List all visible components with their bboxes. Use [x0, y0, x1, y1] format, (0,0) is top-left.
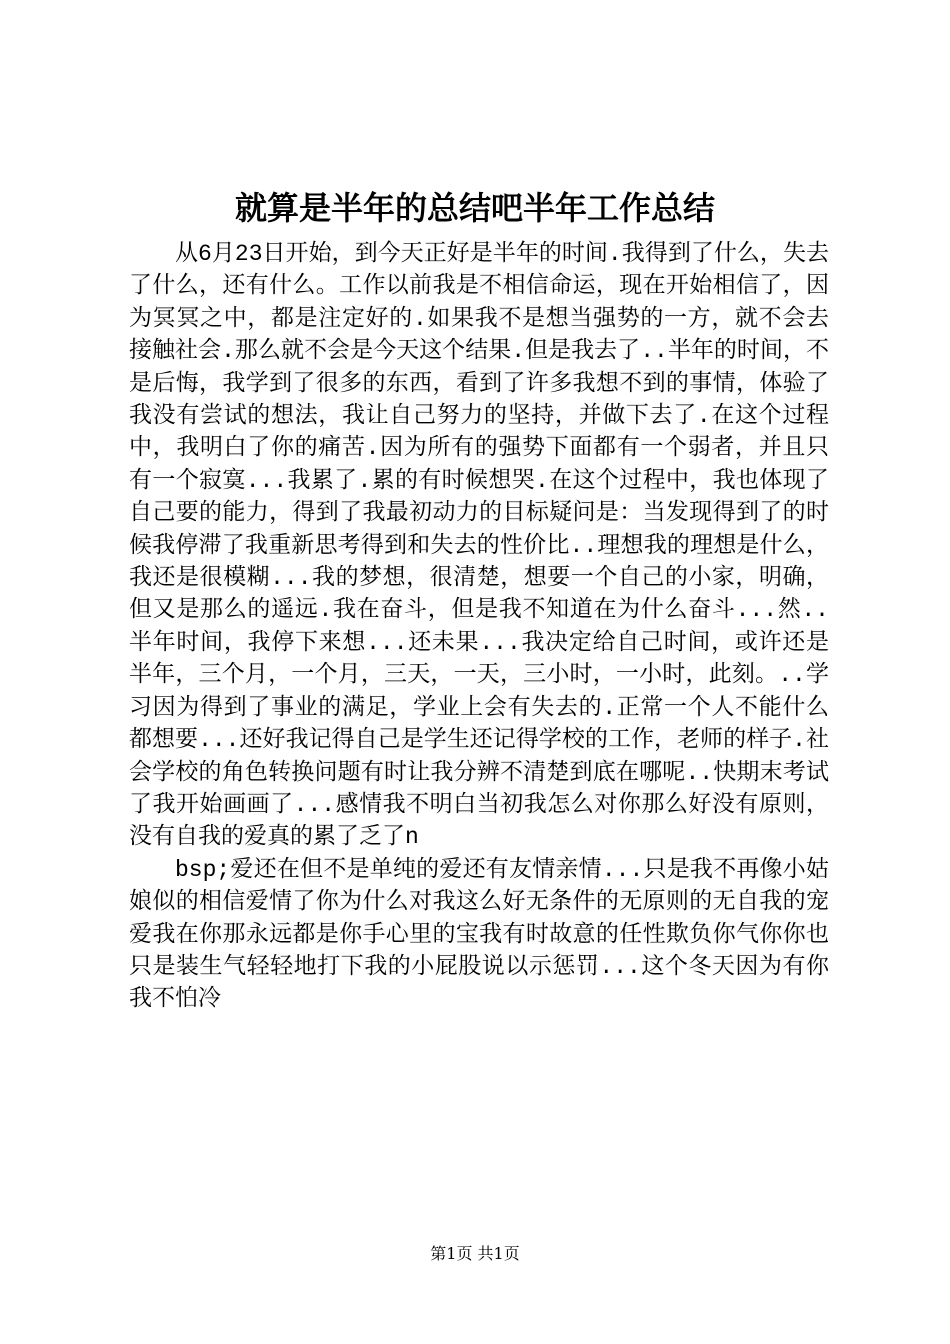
page-footer: 第1页 共1页: [430, 1244, 520, 1263]
document-body: [129, 238, 829, 1016]
body-paragraph-1: 从6月23日开始，到今天正好是半年的时间.我得到了什么，失去了什么，还有什么。工作以前我是不相信命运，现在开始相信了，因为冥冥之中，都是注定好的.如果我不是想当强势的一方，就不会去接触社会.那么就不会是今天这个结果.但是我去了..半年的时间，不是后悔，我学到了很多的东西，看到了许多我想不到的事情，体验了我没有尝试的想法，我让自己努力的坚持，并做下去了.在这个过程中，我明白了你的痛苦.因为所有的强势下面都有一个弱者，并且只有一个寂寞...我累了.累的有时候想哭.在这个过程中，我也体现了自己要的能力，得到了我最初动力的目标疑问是：当发现得到了的时候我停滞了我重新思考得到和失去的性价比..理想我的理想是什么，我还是很模糊...我的梦想，很清楚，想要一个自己的小家，明确，但又是那么的遥远.我在奋斗，但是我不知道在为什么奋斗...然..半年时间，我停下来想...还未果...我决定给自己时间，或许还是半年，三个月，一个月，三天，一天，三小时，一小时，此刻。..学习因为得到了事业的满足，学业上会有失去的.正常一个人不能什么都想要...还好我记得自己是学生还记得学校的工作，老师的样子.社会学校的角色转换问题有时让我分辨不清楚到底在哪呢..快期末考试了我开始画画了...感情我不明白当初我怎么对你那么好没有原则，没有自我的爱真的累了乏了n: [129, 241, 829, 851]
document-title: 就算是半年的总结吧半年工作总结: [234, 189, 715, 227]
body-paragraph-2: bsp;爱还在但不是单纯的爱还有友情亲情...只是我不再像小姑娘似的相信爱情了你为什么对我这么好无条件的无原则的无自我的宠爱我在你那永远都是你手心里的宝我有时故意的任性欺负你气你你也只是装生气轻轻地打下我的小屁股说以示惩罚...这个冬天因为有你我不怕冷: [129, 856, 829, 1013]
